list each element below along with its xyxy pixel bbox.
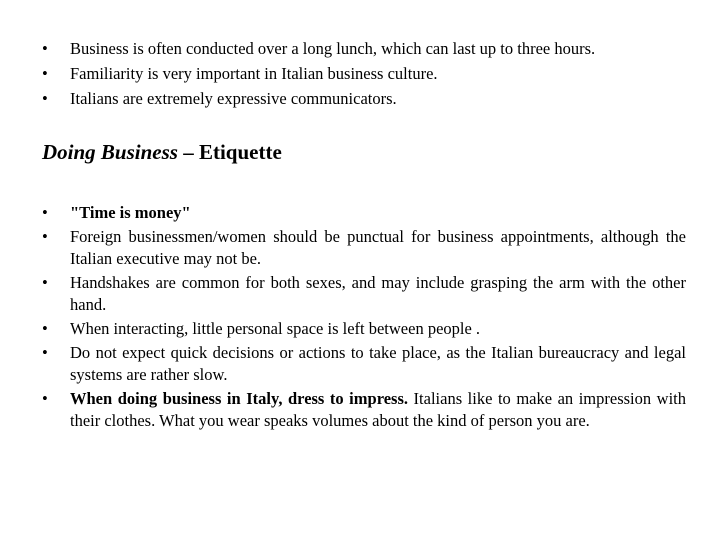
etiquette-item-bold: "Time is money" [70, 203, 191, 222]
bullet-glyph: • [42, 203, 48, 222]
bullet-glyph: • [42, 389, 48, 408]
etiquette-item-text [70, 226, 686, 270]
list-item [42, 388, 686, 432]
intro-item-text: Italians are extremely expressive communicators. [70, 89, 397, 108]
bullet-glyph: • [42, 319, 48, 338]
list-item [42, 202, 686, 224]
etiquette-item-body: When interacting, little personal space is left between people . [70, 319, 481, 338]
bullet-glyph: • [42, 227, 48, 246]
bullet-glyph: • [42, 343, 48, 362]
intro-item-text: Familiarity is very important in Italian business culture. [70, 64, 438, 83]
etiquette-item-text [70, 342, 686, 386]
list-item [42, 63, 686, 85]
heading-italic: Doing Business [42, 140, 178, 164]
list-item [42, 272, 686, 316]
list-item [42, 226, 686, 270]
heading-rest: – Etiquette [177, 140, 282, 164]
list-item [42, 342, 686, 386]
bullet-glyph: • [42, 89, 48, 108]
etiquette-item-bold: When doing business in Italy, dress to impress. [70, 389, 409, 408]
etiquette-item-body: Foreign businessmen/women should be punctual for business appointments, although the Italian executive may not be. [70, 227, 686, 268]
intro-item-text: Business is often conducted over a long lunch, which can last up to three hours. [70, 39, 596, 58]
intro-bullet-list [42, 38, 686, 113]
etiquette-item-body: Italians like to make an impression with their clothes. What you wear speaks volumes about the kind of person you are. [70, 389, 686, 430]
etiquette-bullet-list [42, 202, 686, 434]
list-item [42, 38, 686, 60]
bullet-glyph: • [42, 64, 48, 83]
bullet-glyph: • [42, 273, 48, 292]
section-heading [42, 138, 282, 166]
etiquette-item-body: Handshakes are common for both sexes, and may include grasping the arm with the other hand. [70, 273, 686, 314]
etiquette-item-text [70, 272, 686, 316]
etiquette-item-body: Do not expect quick decisions or actions to take place, as the Italian bureaucracy and legal systems are rather slow. [70, 343, 686, 384]
etiquette-item-text [70, 202, 686, 224]
list-item [42, 318, 686, 340]
etiquette-item-text [70, 388, 686, 432]
etiquette-item-text [70, 318, 686, 340]
list-item [42, 88, 686, 110]
bullet-glyph: • [42, 39, 48, 58]
